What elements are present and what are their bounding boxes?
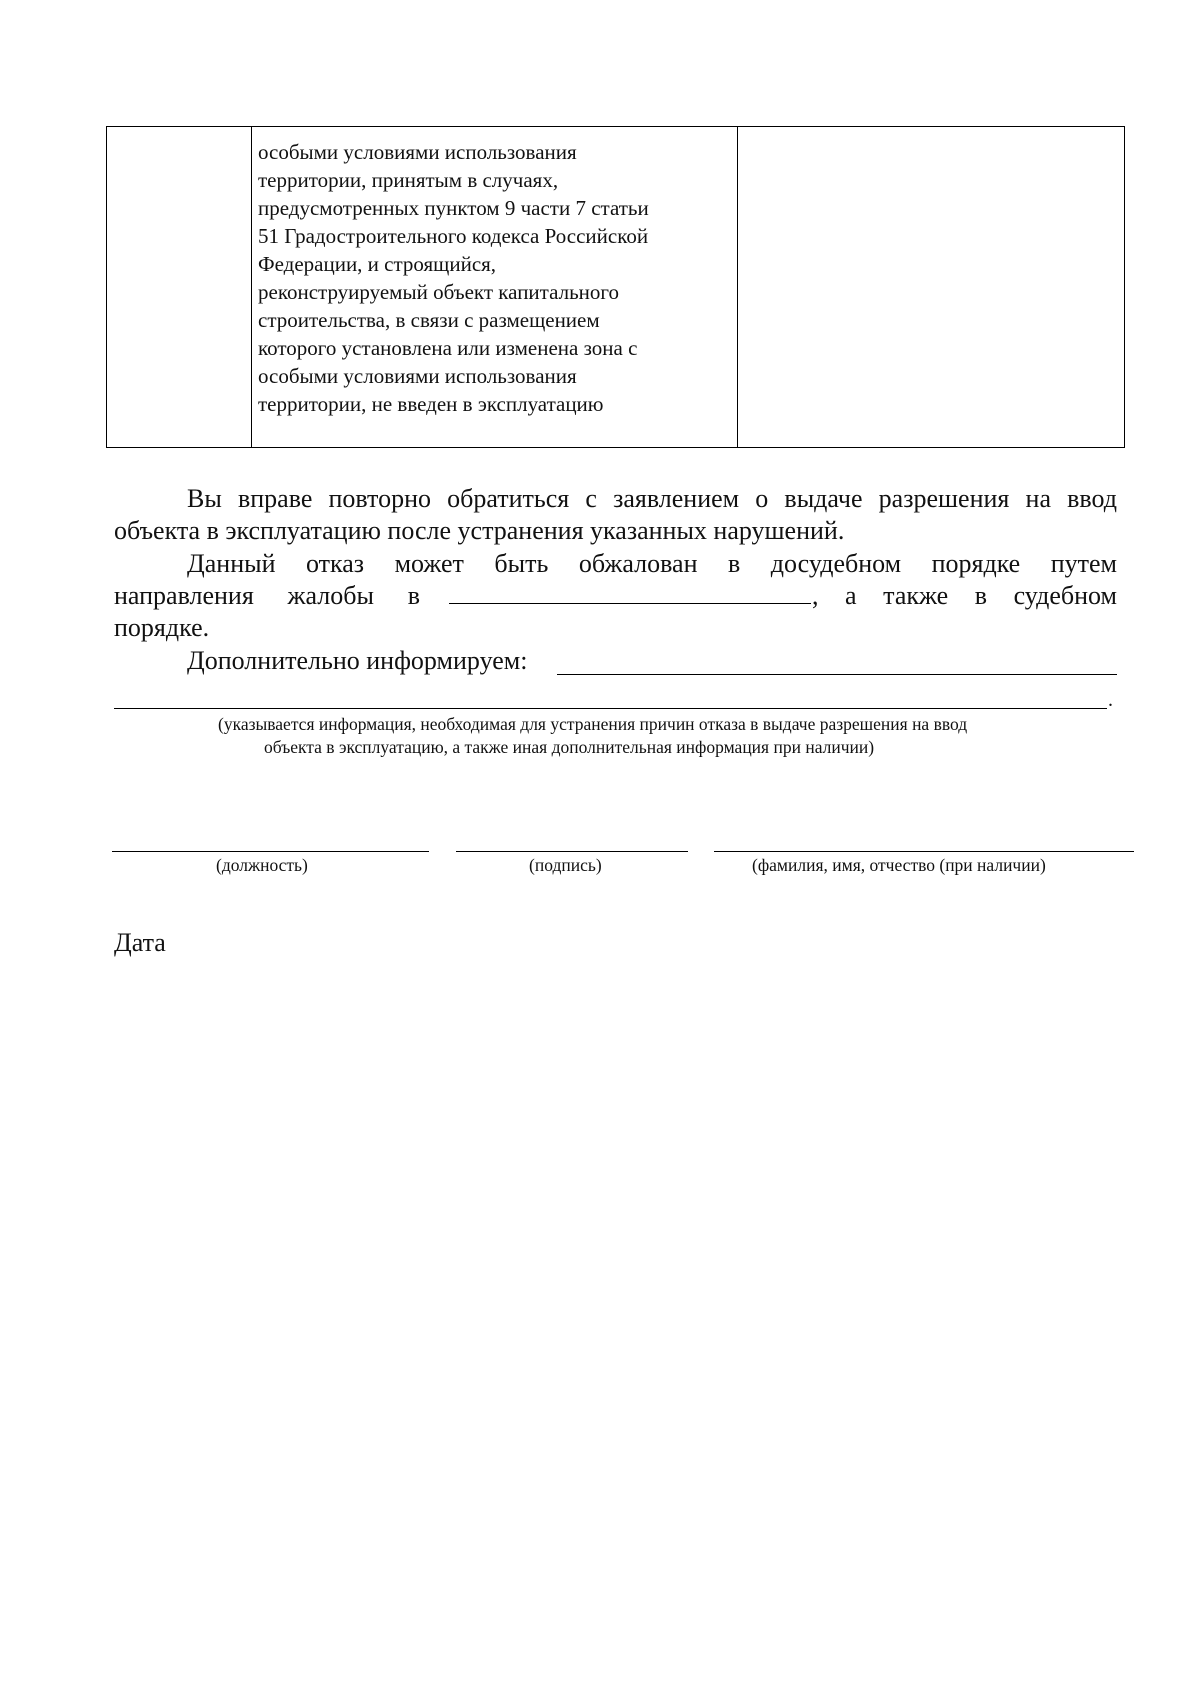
position-line[interactable] <box>112 851 429 852</box>
signature-caption: (подпись) <box>529 855 602 875</box>
appeal-authority-blank[interactable] <box>449 581 811 604</box>
table-cell-line: 51 Градостроительного кодекса Российской <box>258 224 649 248</box>
reapply-paragraph-line-1: Вы вправе повторно обратиться с заявлением о выдаче разрешения на ввод <box>187 484 1117 513</box>
appeal-paragraph-line-3: порядке. <box>114 613 210 642</box>
trailing-period: . <box>1108 689 1113 711</box>
additional-info-note-line-1: (указывается информация, необходимая для устранения причин отказа в выдаче разрешения на ввод <box>218 714 968 734</box>
table-cell-line: Федерации, и строящийся, <box>258 252 497 276</box>
additional-info-note-line-2: объекта в эксплуатацию, а также иная дополнительная информация при наличии) <box>264 737 875 757</box>
date-label: Дата <box>114 928 166 957</box>
table-cell-line: особыми условиями использования <box>258 364 577 388</box>
reapply-paragraph-line-2: объекта в эксплуатацию после устранения указанных нарушений. <box>114 516 845 545</box>
appeal-text-a-content: направления жалобы в <box>114 581 420 610</box>
table-cell-reason-text <box>258 138 738 418</box>
appeal-paragraph-line-1: Данный отказ может быть обжалован в досудебном порядке путем <box>187 549 1117 578</box>
appeal-text-a <box>114 580 420 612</box>
table-cell-line: территории, принятым в случаях, <box>258 168 559 192</box>
additional-info-blank-1[interactable] <box>557 674 1117 675</box>
appeal-text-b: , а также в судебном <box>812 581 1117 610</box>
signature-line[interactable] <box>456 851 688 852</box>
table-cell-line: территории, не введен в эксплуатацию <box>258 392 604 416</box>
full-name-caption: (фамилия, имя, отчество (при наличии) <box>752 855 1046 875</box>
table-cell-line: особыми условиями использования <box>258 140 577 164</box>
table-cell-line: предусмотренных пунктом 9 части 7 статьи <box>258 196 649 220</box>
appeal-paragraph-line-2 <box>114 580 1117 612</box>
additional-info-blank-2[interactable] <box>114 708 1107 709</box>
table-cell-line: реконструируемый объект капитального <box>258 280 619 304</box>
position-caption: (должность) <box>216 855 308 875</box>
additional-info-label: Дополнительно информируем: <box>187 646 528 675</box>
table-cell-line: строительства, в связи с размещением <box>258 308 600 332</box>
table-column-divider-1 <box>251 127 252 447</box>
table-cell-line: которого установлена или изменена зона с <box>258 336 638 360</box>
full-name-line[interactable] <box>714 851 1134 852</box>
